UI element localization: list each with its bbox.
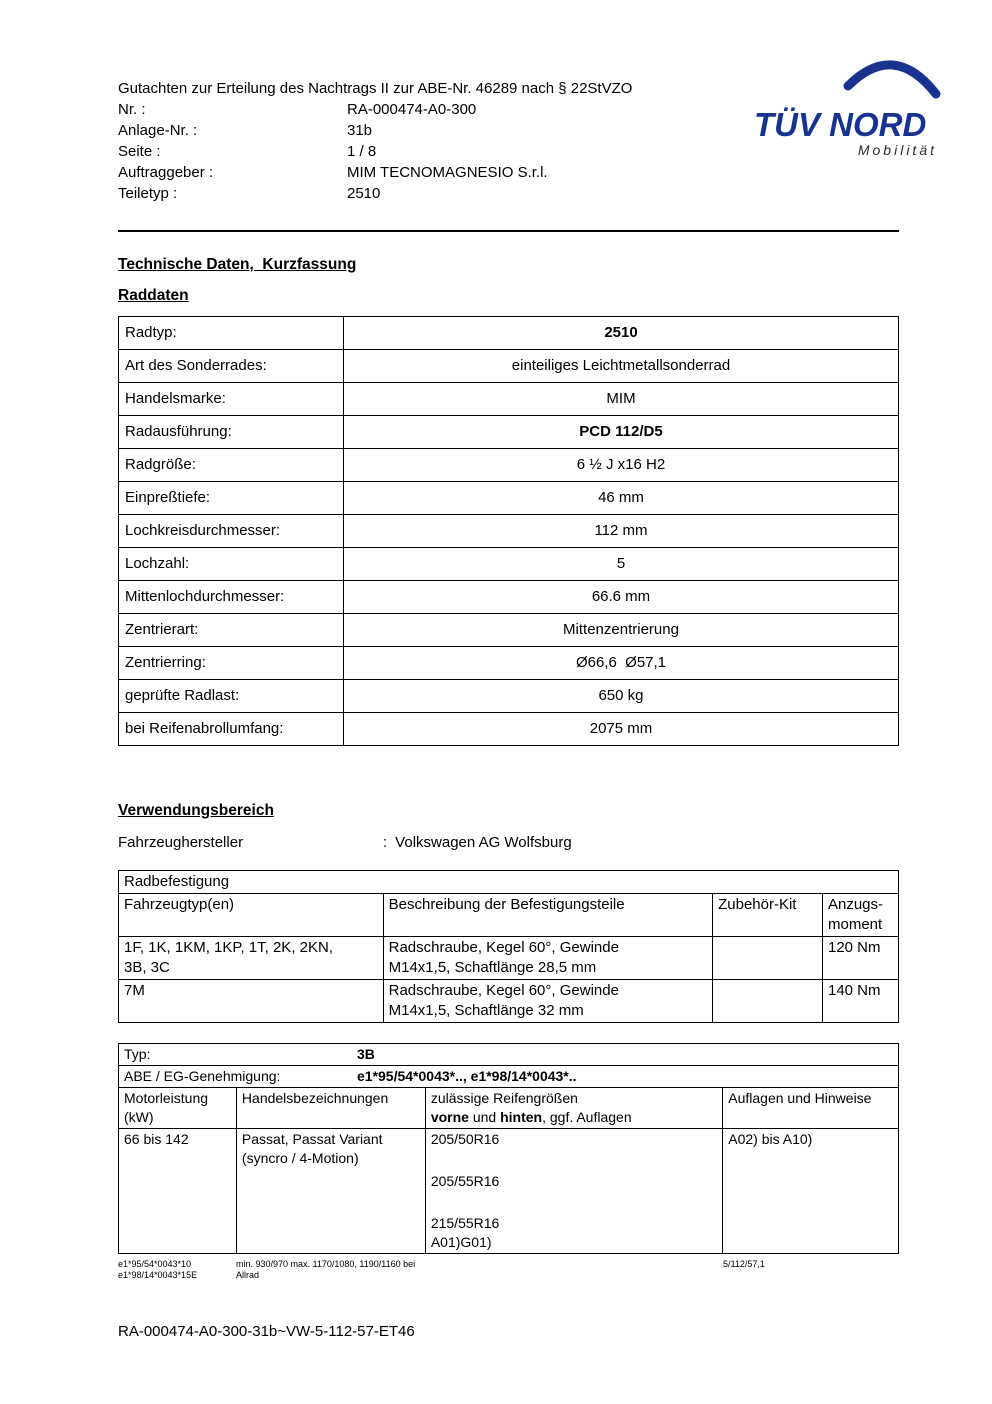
raddaten-label: Einpreßtiefe:	[119, 482, 344, 515]
header-field-label: Seite :	[118, 143, 161, 160]
table-row	[119, 383, 899, 416]
raddaten-label: Radtyp:	[119, 317, 344, 350]
raddaten-value: 66.6 mm	[344, 581, 899, 614]
footnote-axle-loads	[236, 1259, 723, 1281]
cell-beschreibung	[383, 980, 712, 1023]
cell-zubehoer-kit	[713, 937, 823, 980]
raddaten-value: einteiliges Leichtmetallsonderrad	[344, 350, 899, 383]
tire-size: 205/55R16	[430, 1173, 500, 1189]
raddaten-label: bei Reifenabrollumfang:	[119, 713, 344, 746]
raddaten-label: Art des Sonderrades:	[119, 350, 344, 383]
raddaten-value: 6 ½ J x16 H2	[344, 449, 899, 482]
table-row	[119, 1066, 899, 1088]
cell-fahrzeugtyp-text: 1F, 1K, 1KM, 1KP, 1T, 2K, 2KN, 3B, 3C	[124, 939, 333, 976]
raddaten-value: 2075 mm	[344, 713, 899, 746]
typ-value: 3B	[357, 1046, 375, 1062]
cell-beschreibung	[383, 937, 712, 980]
footnote-line: min. 930/970 max. 1170/1080, 1190/1160 bei	[236, 1259, 416, 1269]
raddaten-label: geprüfte Radlast:	[119, 680, 344, 713]
raddaten-value: 2510	[344, 317, 899, 350]
raddaten-value: MIM	[344, 383, 899, 416]
header-field-label: Anlage-Nr. :	[118, 122, 198, 139]
section-title-technische-daten: Technische Daten, Kurzfassung	[118, 256, 357, 273]
reifengroessen-line1: zulässige Reifengrößen	[430, 1090, 578, 1106]
vorne-label: vorne	[430, 1109, 469, 1125]
document-footer: RA-000474-A0-300-31b~VW-5-112-57-ET46	[118, 1323, 415, 1340]
raddaten-value: PCD 112/D5	[344, 416, 899, 449]
radbefestigung-table	[118, 870, 899, 1023]
auflagen-suffix: , ggf. Auflagen	[542, 1109, 632, 1125]
reifengroessen-line2	[431, 1108, 717, 1127]
footnote-abe-numbers	[118, 1259, 236, 1281]
radbefestigung-title: Radbefestigung	[119, 871, 899, 894]
section-title-raddaten: Raddaten	[118, 287, 189, 304]
raddaten-value: 5	[344, 548, 899, 581]
raddaten-value: 46 mm	[344, 482, 899, 515]
handelsbezeichnung-line1: Passat, Passat Variant	[241, 1131, 383, 1147]
raddaten-label: Lochkreisdurchmesser:	[119, 515, 344, 548]
raddaten-value: 650 kg	[344, 680, 899, 713]
section-title-verwendungsbereich: Verwendungsbereich	[118, 802, 274, 819]
doc-title: Gutachten zur Erteilung des Nachtrags II zur ABE-Nr. 46289 nach § 22StVZO	[118, 80, 633, 97]
cell-anzugsmoment: 140 Nm	[822, 980, 898, 1023]
table-row	[119, 647, 899, 680]
table-row	[119, 937, 899, 980]
tire-note: A01)G01)	[430, 1234, 492, 1250]
header-field-row	[118, 162, 899, 183]
header-field-label: Teiletyp :	[118, 185, 178, 202]
table-row	[119, 680, 899, 713]
logo-subtitle: Mobilität	[857, 142, 937, 158]
table-row	[119, 614, 899, 647]
header-field-value: RA-000474-A0-300	[347, 101, 477, 118]
cell-fahrzeugtyp	[119, 980, 384, 1023]
footnote-line: e1*98/14*0043*15E	[118, 1270, 198, 1280]
hinten-label: hinten	[500, 1109, 543, 1125]
document-header	[118, 78, 899, 204]
abe-label: ABE / EG-Genehmigung:	[124, 1068, 281, 1084]
table-row	[119, 416, 899, 449]
cell-fahrzeugtyp	[119, 937, 384, 980]
raddaten-label: Radgröße:	[119, 449, 344, 482]
table-row	[119, 1129, 899, 1254]
column-header-fahrzeugtyp: Fahrzeugtyp(en)	[119, 894, 384, 937]
header-field-row	[118, 120, 899, 141]
raddaten-label: Zentrierart:	[119, 614, 344, 647]
document-page	[118, 0, 899, 1340]
header-field-row	[118, 183, 899, 204]
typ-row	[119, 1044, 899, 1066]
table-row	[119, 581, 899, 614]
tire-size: 215/55R16	[430, 1215, 500, 1231]
abe-value: e1*95/54*0043*.., e1*98/14*0043*..	[357, 1068, 577, 1084]
raddaten-value: Ø66,6 Ø57,1	[344, 647, 899, 680]
cell-beschreibung-text: Radschraube, Kegel 60°, Gewinde M14x1,5, Schaftlänge 28,5 mm	[388, 939, 619, 976]
header-field-value: 2510	[347, 185, 381, 202]
header-field-row	[118, 141, 899, 162]
raddaten-value: 112 mm	[344, 515, 899, 548]
raddaten-table	[118, 316, 899, 746]
footnotes	[118, 1259, 899, 1281]
raddaten-label: Radausführung:	[119, 416, 344, 449]
cell-handelsbezeichnung	[236, 1129, 425, 1254]
column-header-reifengroessen	[425, 1088, 722, 1129]
abe-row	[119, 1066, 899, 1088]
column-header-handelsbezeichnungen: Handelsbezeichnungen	[236, 1088, 425, 1129]
footnote-bolt-circle: 5/112/57,1	[723, 1259, 765, 1269]
header-field-value: 31b	[347, 122, 373, 139]
typ-table	[118, 1043, 899, 1254]
table-row	[119, 449, 899, 482]
table-row	[119, 1044, 899, 1066]
cell-reifengroessen	[425, 1129, 722, 1254]
raddaten-value: Mittenzentrierung	[344, 614, 899, 647]
table-row	[119, 548, 899, 581]
cell-auflagen: A02) bis A10)	[723, 1129, 899, 1254]
tire-size: 205/50R16	[430, 1131, 500, 1147]
header-field-row	[118, 99, 899, 120]
logo-wordmark: TÜV NORD	[754, 106, 927, 143]
raddaten-label: Mittenlochdurchmesser:	[119, 581, 344, 614]
table-row	[119, 317, 899, 350]
cell-beschreibung-text: Radschraube, Kegel 60°, Gewinde M14x1,5, Schaftlänge 32 mm	[388, 982, 619, 1019]
horizontal-rule	[118, 230, 899, 232]
header-field-value: 1 / 8	[347, 143, 377, 160]
cell-fahrzeugtyp-text: 7M	[124, 982, 145, 999]
footnote-line: e1*95/54*0043*10	[118, 1259, 192, 1269]
header-field-value: MIM TECNOMAGNESIO S.r.l.	[347, 164, 548, 181]
header-field-label: Nr. :	[118, 101, 146, 118]
table-row	[119, 482, 899, 515]
raddaten-label: Zentrierring:	[119, 647, 344, 680]
cell-motorleistung: 66 bis 142	[119, 1129, 237, 1254]
column-header-zubehoer-kit: Zubehör-Kit	[713, 894, 823, 937]
column-header-motorleistung: Motorleistung (kW)	[119, 1088, 237, 1129]
table-row	[119, 980, 899, 1023]
table-row	[119, 713, 899, 746]
table-row	[119, 350, 899, 383]
fahrzeughersteller-value: Volkswagen AG Wolfsburg	[395, 834, 572, 851]
raddaten-label: Lochzahl:	[119, 548, 344, 581]
table-row	[119, 871, 899, 894]
column-header-auflagen-hinweise: Auflagen und Hinweise	[723, 1088, 899, 1129]
cell-anzugsmoment: 120 Nm	[822, 937, 898, 980]
und-label: und	[468, 1109, 501, 1125]
column-header-anzugsmoment: Anzugs-moment	[822, 894, 898, 937]
column-header-beschreibung: Beschreibung der Befestigungsteile	[383, 894, 712, 937]
table-header-row	[119, 1088, 899, 1129]
fahrzeughersteller-label: Fahrzeughersteller	[118, 834, 244, 851]
footnote-line: Allrad	[236, 1270, 260, 1280]
raddaten-label: Handelsmarke:	[119, 383, 344, 416]
typ-label: Typ:	[124, 1046, 151, 1062]
handelsbezeichnung-line2: (syncro / 4-Motion)	[241, 1150, 359, 1166]
table-row	[119, 515, 899, 548]
cell-zubehoer-kit	[713, 980, 823, 1023]
header-field-label: Auftraggeber :	[118, 164, 214, 181]
table-header-row	[119, 894, 899, 937]
fahrzeughersteller-colon: :	[383, 834, 388, 851]
fahrzeughersteller-row	[118, 833, 899, 852]
